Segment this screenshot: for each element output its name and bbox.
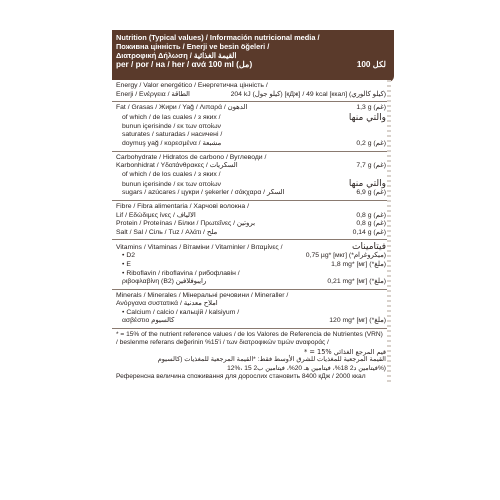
protein-value: 0,8 g (غم) — [356, 220, 386, 228]
riboflavin-label-2: ριβοφλαβίνη (B2) رايبوفلافين — [122, 278, 207, 286]
saturates-label: saturates / saturadas / насичені / — [122, 131, 223, 139]
header-line-2: Поживна цінність / Enerji ve besin öğeleri / — [116, 42, 270, 51]
fibre-label-1: Fibre / Fibra alimentaria / Харчові волокна / — [116, 202, 249, 210]
fat-section — [112, 102, 390, 151]
energy-label-2: Enerji / Ενέργεια / الطاقة — [116, 90, 190, 98]
fat-of-which-arabic: والتي منها — [348, 112, 386, 123]
riboflavin-value: 0,21 mg* [мг] (*ملغ) — [327, 278, 386, 286]
carb-label-1: Carbohydrate / Hidratos de carbono / Вуглеводи / — [116, 153, 267, 161]
nutrition-header — [112, 30, 390, 80]
carb-of-which-arabic: والتي منها — [348, 179, 386, 190]
saturates-value: 0,2 g (غم) — [356, 139, 386, 147]
energy-label-1: Energy / Valor energético / Енергетична цінність / — [116, 82, 268, 89]
header-line-1: Nutrition (Typical values) / Información nutricional media / — [116, 33, 320, 42]
calcium-label-2: ασβέστιο كالسيوم — [122, 317, 175, 325]
nutrition-body — [112, 80, 390, 384]
sugars-label: sugars / azúcares / цукри / şekerler / σάκχαρα / السكر — [122, 189, 285, 197]
carb-of-which: of which / de los cuales / з яких / — [122, 170, 221, 178]
vitamins-header: Vitamins / Vitaminas / Вітаміни / Vitaminler / Βιταμίνες / — [116, 243, 283, 251]
per-label: per / por / на / her / ανά 100 ml (مل) — [116, 60, 253, 69]
torn-edge — [388, 30, 394, 82]
footnote-3: * = 15% قيم المرجع الغذائي — [303, 347, 386, 356]
calcium-label: • Calcium / calcio / кальцій / kalsiyum / — [116, 309, 386, 318]
carb-of-which-2: bunun içerisinde / εκ των οποίων — [122, 180, 221, 188]
vitamin-e-value: 1,8 mg* [мг] (*ملغ) — [331, 260, 386, 268]
footnote-2: / beslenme referans değerinin %15'i / των διατροφικών τιμών αναφοράς / — [116, 339, 329, 347]
vitamin-e-label: • E — [116, 261, 327, 270]
fibre-protein-salt-section — [112, 201, 390, 240]
salt-value: 0,14 g (غم) — [352, 228, 386, 236]
energy-section — [112, 80, 390, 102]
carbohydrate-section — [112, 152, 390, 201]
riboflavin-label: • Riboflavin / riboflavina / рибофлавін / — [116, 270, 386, 279]
footnote-6: Референсна величина споживання для дорослих становить 8400 кДж / 2000 ккал — [116, 373, 366, 381]
per-serving-label — [116, 60, 386, 70]
minerals-label-2: Ανόργανα συστατικά / أملاح معدنية — [116, 300, 218, 308]
nutrition-panel — [112, 30, 390, 475]
fibre-value: 0,8 g (غم) — [356, 211, 386, 219]
footnote-4: القيمة المرجعية للمغذيات للشرق الأوسط فقط: *القيمة المرجعية للمغذيات (كالسيوم — [157, 356, 386, 364]
vitamins-section — [112, 240, 390, 289]
calcium-value: 120 mg* [мг] (*ملغ) — [329, 317, 386, 325]
footnote-5: 12%، فيتامين د2 18%، فيتامين هـ 20%، فيتامين ب2 15%) — [227, 364, 386, 372]
fat-of-which: of which / de las cuales / з яких / — [122, 114, 221, 122]
footnote-1: * = 15% of the nutrient reference values / de los Valores de Referencia de Nutrientes (VRN) — [116, 331, 383, 339]
carb-label-2: Karbonhidrat / Υδατάνθρακες / السكريات — [116, 162, 238, 170]
per-label-arabic: لكل 100 — [356, 60, 386, 69]
carb-value: 7,7 g (غم) — [356, 162, 386, 170]
fat-of-which-2: bunun içerisinde / εκ των οποίων — [122, 122, 221, 130]
vitamin-d2-value: 0,75 µg* [мкг] (*ميكروغرام) — [305, 252, 386, 260]
footnotes — [112, 329, 390, 383]
protein-label: Protein / Proteínas / Білки / Πρωτεΐνες / بروتين — [116, 220, 255, 228]
minerals-label-1: Minerals / Minerales / Мінеральні речовини / Mineraller / — [116, 291, 289, 299]
fat-value: 1,3 g (غم) — [356, 104, 386, 112]
energy-value: 204 kJ (كيلو جول) [кДж] / 49 kcal [ккал] (كيلو كالوري) — [230, 90, 386, 98]
fibre-label-2: Lif / Εδώδιμες ίνες / الألياف — [116, 211, 196, 219]
vitamins-header-arabic: فيتامينات — [352, 242, 386, 253]
saturates-label-2: doymuş yağ / κορεσμένα / مشبعة — [122, 139, 222, 147]
minerals-section — [112, 290, 390, 329]
torn-paper-edge — [387, 80, 391, 384]
header-line-3: Διατροφική Δήλωση / القيمة الغذائية — [116, 51, 237, 60]
vitamin-d2-label: • D2 — [116, 252, 302, 261]
salt-label: Salt / Sal / Сіль / Tuz / Αλάτι / ملح — [116, 228, 218, 236]
fat-label: Fat / Grasas / Жири / Yağ / Λιπαρά / الدهون — [116, 104, 248, 112]
sugars-value: 6,9 g (غم) — [356, 189, 386, 197]
